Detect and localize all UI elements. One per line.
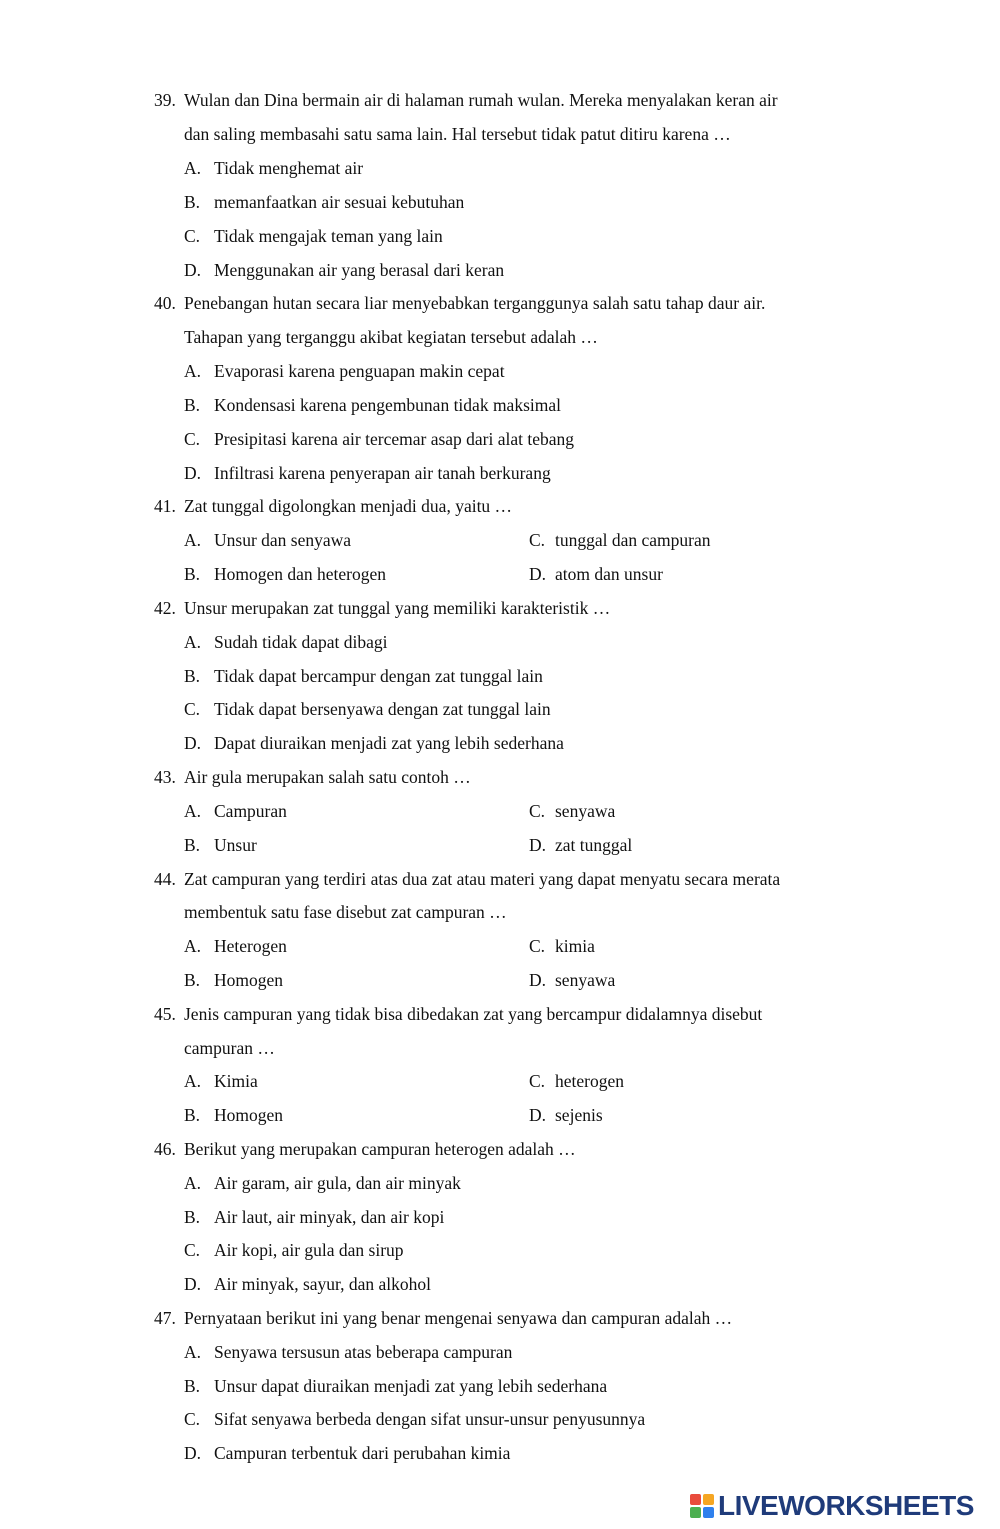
option-letter: D.	[184, 1443, 202, 1463]
option-text: Air minyak, sayur, dan alkohol	[214, 1274, 432, 1294]
question-44-line-2	[0, 895, 1000, 929]
question-43-options-row-1	[0, 794, 1000, 828]
question-text: Pernyataan berikut ini yang benar mengenai senyawa dan campuran adalah …	[184, 1308, 733, 1328]
option-letter: D.	[184, 733, 202, 753]
option-text[interactable]: Heterogen	[214, 936, 287, 956]
option-letter[interactable]: D.	[529, 1105, 547, 1125]
question-text: Penebangan hutan secara liar menyebabkan terganggunya salah satu tahap daur air.	[184, 293, 766, 313]
option-letter: C.	[184, 226, 201, 246]
option-text[interactable]: senyawa	[555, 970, 616, 990]
option-text[interactable]: Kimia	[214, 1071, 258, 1091]
option-text[interactable]: Unsur dan senyawa	[214, 530, 352, 550]
option-letter[interactable]: A.	[184, 530, 202, 550]
question-number: 46.	[154, 1139, 176, 1159]
question-46-option-a[interactable]	[0, 1166, 1000, 1200]
option-letter: C.	[184, 1409, 201, 1429]
question-42-option-c[interactable]	[0, 692, 1000, 726]
option-text: Unsur dapat diuraikan menjadi zat yang lebih sederhana	[214, 1376, 608, 1396]
option-text[interactable]: Campuran	[214, 801, 287, 821]
option-text[interactable]: senyawa	[555, 801, 616, 821]
question-number: 42.	[154, 598, 176, 618]
question-39-option-d[interactable]	[0, 253, 1000, 287]
option-text: Sifat senyawa berbeda dengan sifat unsur-unsur penyusunnya	[214, 1409, 646, 1429]
option-letter: A.	[184, 632, 202, 652]
option-letter: B.	[184, 395, 201, 415]
option-text[interactable]: zat tunggal	[555, 835, 633, 855]
option-text: Air garam, air gula, dan air minyak	[214, 1173, 461, 1193]
option-text: Sudah tidak dapat dibagi	[214, 632, 388, 652]
question-45-line-2	[0, 1031, 1000, 1065]
option-letter[interactable]: D.	[529, 564, 547, 584]
brand-name: LIVEWORKSHEETS	[718, 1490, 974, 1521]
question-45-options-row-1	[0, 1064, 1000, 1098]
question-39-line-2	[0, 117, 1000, 151]
question-46-option-d[interactable]	[0, 1267, 1000, 1301]
question-42-option-b[interactable]	[0, 659, 1000, 693]
option-letter[interactable]: A.	[184, 936, 202, 956]
option-text[interactable]: Homogen	[214, 970, 284, 990]
question-43-line-1	[0, 760, 1000, 794]
question-number: 40.	[154, 293, 176, 313]
question-44-line-1	[0, 862, 1000, 896]
question-47-option-a[interactable]	[0, 1335, 1000, 1369]
logo-square	[703, 1507, 714, 1518]
question-number: 45.	[154, 1004, 176, 1024]
option-letter[interactable]: B.	[184, 1105, 201, 1125]
logo-square	[690, 1494, 701, 1505]
option-letter[interactable]: D.	[529, 835, 547, 855]
question-46-line-1	[0, 1132, 1000, 1166]
option-text: Infiltrasi karena penyerapan air tanah berkurang	[214, 463, 551, 483]
option-letter: A.	[184, 1173, 202, 1193]
question-43-options-row-2	[0, 828, 1000, 862]
option-text: Air laut, air minyak, dan air kopi	[214, 1207, 445, 1227]
option-text: Campuran terbentuk dari perubahan kimia	[214, 1443, 511, 1463]
question-39-option-a[interactable]	[0, 151, 1000, 185]
question-text: Jenis campuran yang tidak bisa dibedakan zat yang bercampur didalamnya disebut	[184, 1004, 763, 1024]
option-letter[interactable]: A.	[184, 801, 202, 821]
question-47-option-c[interactable]	[0, 1402, 1000, 1436]
question-41-options-row-1	[0, 523, 1000, 557]
option-text[interactable]: tunggal dan campuran	[555, 530, 711, 550]
option-text: memanfaatkan air sesuai kebutuhan	[214, 192, 465, 212]
option-text: Presipitasi karena air tercemar asap dari alat tebang	[214, 429, 575, 449]
option-text: Tidak menghemat air	[214, 158, 364, 178]
option-letter: B.	[184, 666, 201, 686]
option-letter: C.	[184, 429, 201, 449]
question-47-option-d[interactable]	[0, 1436, 1000, 1470]
option-letter: A.	[184, 158, 202, 178]
question-text: Wulan dan Dina bermain air di halaman rumah wulan. Mereka menyalakan keran air	[184, 90, 778, 110]
option-text[interactable]: heterogen	[555, 1071, 624, 1091]
question-text: campuran …	[184, 1038, 275, 1058]
option-letter: B.	[184, 192, 201, 212]
option-text: Tidak mengajak teman yang lain	[214, 226, 443, 246]
option-letter: A.	[184, 1342, 202, 1362]
question-text: dan saling membasahi satu sama lain. Hal tersebut tidak patut ditiru karena …	[184, 124, 731, 144]
option-text: Tidak dapat bersenyawa dengan zat tunggal lain	[214, 699, 551, 719]
option-text: Tidak dapat bercampur dengan zat tunggal lain	[214, 666, 543, 686]
option-letter[interactable]: C.	[529, 801, 546, 821]
option-text: Kondensasi karena pengembunan tidak maksimal	[214, 395, 561, 415]
option-text: Evaporasi karena penguapan makin cepat	[214, 361, 505, 381]
option-letter: D.	[184, 463, 202, 483]
option-text: Dapat diuraikan menjadi zat yang lebih sederhana	[214, 733, 564, 753]
option-letter: A.	[184, 361, 202, 381]
question-40-option-a[interactable]	[0, 354, 1000, 388]
question-44-options-row-2	[0, 963, 1000, 997]
option-letter[interactable]: C.	[529, 936, 546, 956]
option-text: Air kopi, air gula dan sirup	[214, 1240, 404, 1260]
question-text: Unsur merupakan zat tunggal yang memiliki karakteristik …	[184, 598, 611, 618]
question-number: 44.	[154, 869, 176, 889]
option-letter[interactable]: C.	[529, 1071, 546, 1091]
option-text[interactable]: kimia	[555, 936, 595, 956]
question-42-line-1	[0, 591, 1000, 625]
question-text: Air gula merupakan salah satu contoh …	[184, 767, 471, 787]
option-letter[interactable]: B.	[184, 970, 201, 990]
option-letter: D.	[184, 1274, 202, 1294]
option-text[interactable]: sejenis	[555, 1105, 603, 1125]
question-40-line-2	[0, 320, 1000, 354]
option-text: Menggunakan air yang berasal dari keran	[214, 260, 505, 280]
question-39-option-b[interactable]	[0, 185, 1000, 219]
option-letter[interactable]: B.	[184, 564, 201, 584]
option-letter: B.	[184, 1376, 201, 1396]
question-40-option-d[interactable]	[0, 456, 1000, 490]
question-47-option-b[interactable]	[0, 1369, 1000, 1403]
question-42-option-a[interactable]	[0, 625, 1000, 659]
question-40-option-c[interactable]	[0, 422, 1000, 456]
question-text: membentuk satu fase disebut zat campuran …	[184, 902, 507, 922]
option-letter[interactable]: A.	[184, 1071, 202, 1091]
question-40-option-b[interactable]	[0, 388, 1000, 422]
option-text: Senyawa tersusun atas beberapa campuran	[214, 1342, 513, 1362]
logo-square	[690, 1507, 701, 1518]
question-number: 41.	[154, 496, 176, 516]
option-text[interactable]: Homogen	[214, 1105, 284, 1125]
option-letter[interactable]: B.	[184, 835, 201, 855]
question-text: Berikut yang merupakan campuran heterogen adalah …	[184, 1139, 576, 1159]
question-46-option-b[interactable]	[0, 1200, 1000, 1234]
question-39-option-c[interactable]	[0, 219, 1000, 253]
option-letter[interactable]: D.	[529, 970, 547, 990]
question-41-options-row-2	[0, 557, 1000, 591]
logo-square	[703, 1494, 714, 1505]
liveworksheets-footer[interactable]	[690, 1488, 990, 1524]
question-number: 39.	[154, 90, 176, 110]
option-text[interactable]: Unsur	[214, 835, 257, 855]
question-47-line-1	[0, 1301, 1000, 1335]
option-text[interactable]: atom dan unsur	[555, 564, 663, 584]
question-45-options-row-2	[0, 1098, 1000, 1132]
question-46-option-c[interactable]	[0, 1233, 1000, 1267]
question-41-line-1	[0, 489, 1000, 523]
question-text: Tahapan yang terganggu akibat kegiatan tersebut adalah …	[184, 327, 598, 347]
question-42-option-d[interactable]	[0, 726, 1000, 760]
question-text: Zat campuran yang terdiri atas dua zat atau materi yang dapat menyatu secara merata	[184, 869, 781, 889]
option-letter[interactable]: C.	[529, 530, 546, 550]
question-number: 47.	[154, 1308, 176, 1328]
question-number: 43.	[154, 767, 176, 787]
option-letter: D.	[184, 260, 202, 280]
option-letter: C.	[184, 699, 201, 719]
question-39-line-1	[0, 83, 1000, 117]
option-letter: C.	[184, 1240, 201, 1260]
option-letter: B.	[184, 1207, 201, 1227]
question-45-line-1	[0, 997, 1000, 1031]
liveworksheets-logo-icon	[690, 1494, 714, 1518]
question-44-options-row-1	[0, 929, 1000, 963]
option-text[interactable]: Homogen dan heterogen	[214, 564, 387, 584]
question-text: Zat tunggal digolongkan menjadi dua, yaitu …	[184, 496, 513, 516]
question-40-line-1	[0, 286, 1000, 320]
